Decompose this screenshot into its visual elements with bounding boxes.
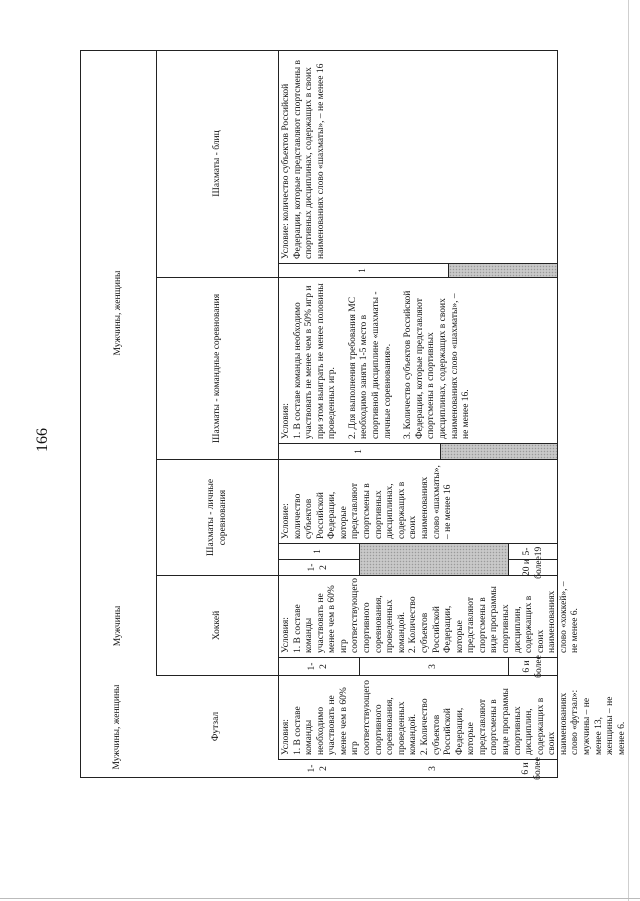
sport-label: Футзал bbox=[211, 711, 222, 742]
condition-line: Условие: количество субъектов Российской Федерации, которые представляют спортсмены в спортивных дисциплинах, содержащих в своих наименованиях слово «шахматы», – не менее 16 bbox=[281, 59, 326, 259]
min-value-cell bbox=[359, 658, 508, 676]
min-value: 3 bbox=[428, 664, 439, 669]
gender-label: Мужчины bbox=[112, 605, 123, 647]
sport-cell bbox=[156, 278, 278, 460]
place-value: 1 bbox=[357, 268, 368, 273]
shaded-cell bbox=[359, 544, 508, 576]
table-border bbox=[80, 50, 81, 778]
place-cell bbox=[278, 544, 359, 560]
condition-line: 2. Количество субъектов Российской Федерации, которые представляют спортсмены в виде программы спортивных дисциплин, содержащих в своих наименованиях слово «футзал»: мужчины – не менее 13, женщины – не менее 6. bbox=[419, 688, 627, 755]
condition-line: 1. В составе команды необходимо участвовать не менее чем в 60% игр соответствующего спортивного соревнования, проведенных командой. bbox=[292, 680, 419, 755]
condition-line: Условия: bbox=[281, 403, 291, 439]
rotated-table-wrapper bbox=[80, 50, 627, 780]
sport-cell bbox=[156, 676, 278, 778]
range-cell bbox=[278, 760, 359, 778]
sport-cell bbox=[156, 50, 278, 278]
max-value: 6 и более bbox=[521, 757, 543, 780]
range-cell bbox=[278, 560, 359, 576]
page-number: 166 bbox=[34, 428, 51, 452]
sport-label: Хоккей bbox=[211, 610, 222, 641]
condition-line: 2. Количество субъектов Российской Федерации, которые представляют спортсмены в виде программы спортивных дисциплин, содержащих в своих наименованиях слово «хоккей», – не менее 6. bbox=[408, 581, 581, 653]
gender-label: Мужчины, женщины bbox=[112, 684, 123, 770]
conditions-cell bbox=[278, 278, 558, 444]
gender-label: Мужчины, женщины bbox=[112, 270, 123, 356]
max-value: 6 и более bbox=[521, 655, 544, 678]
sport-cell bbox=[156, 460, 278, 576]
place-cell bbox=[278, 444, 440, 460]
value-label: 20 и более bbox=[521, 556, 544, 579]
min-value: 3 bbox=[427, 766, 438, 771]
range-value: 1-2 bbox=[307, 662, 329, 671]
condition-line: Условие: количество субъектов Российской Федерации, которые представляют спортсмены в спортивных дисциплинах, содержащих в своих наименованиях слово «шахматы», – не менее 16 bbox=[281, 465, 454, 539]
sport-label: Шахматы - командные соревнования bbox=[211, 293, 222, 444]
conditions-cell bbox=[278, 576, 581, 658]
place-cell bbox=[278, 264, 448, 278]
shaded-cell bbox=[440, 444, 558, 460]
condition-line: 3. Количество субъектов Российской Федерации, которые представляют спортсмены в спортивных дисциплинах, содержащих в своих наименованиях слово «шахматы», – не менее 16. bbox=[403, 290, 472, 439]
max-value-cell bbox=[508, 655, 558, 678]
sport-label: Шахматы - личные соревнования bbox=[205, 478, 228, 557]
value-label: 5-19 bbox=[521, 546, 544, 557]
place-value: 1 bbox=[353, 449, 364, 454]
range-value: 1-2 bbox=[307, 563, 329, 572]
table-border bbox=[80, 50, 558, 51]
gender-cell bbox=[80, 50, 156, 576]
value-cell bbox=[508, 556, 558, 579]
range-cell bbox=[278, 658, 359, 676]
min-value-cell bbox=[359, 760, 508, 778]
condition-line: Условия: bbox=[281, 617, 291, 653]
scan-border bbox=[0, 898, 640, 899]
gender-cell bbox=[80, 576, 156, 676]
sports-requirements-table bbox=[80, 50, 627, 780]
conditions-cell bbox=[278, 676, 627, 760]
condition-line: Условия: bbox=[281, 719, 291, 755]
sport-label: Шахматы - блиц bbox=[211, 130, 222, 197]
table-border bbox=[80, 777, 558, 778]
value-cell bbox=[508, 544, 558, 560]
scan-border bbox=[628, 0, 629, 901]
place-value: 1 bbox=[313, 549, 324, 554]
shaded-cell bbox=[448, 264, 558, 278]
condition-line: 1. В составе команды участвовать не менее чем в 60% игр соответствующего спортивного соревнования, проведенных командой. bbox=[292, 578, 407, 653]
max-value-cell bbox=[508, 757, 558, 780]
condition-cell bbox=[278, 460, 558, 544]
condition-cell bbox=[278, 50, 558, 264]
gender-cell bbox=[80, 676, 156, 778]
sport-cell bbox=[156, 576, 278, 676]
range-value: 1-2 bbox=[306, 764, 329, 773]
table-border bbox=[557, 50, 558, 778]
condition-line: 2. Для выполнения требования МС необходимо занять 1-5 место в спортивной дисциплине «шахматы - личные соревнования». bbox=[347, 291, 393, 439]
condition-line: 1. В составе команды необходимо участвовать не менее чем в 50% игр и при этом выиграть не менее половины проведенных игр. bbox=[292, 283, 338, 439]
